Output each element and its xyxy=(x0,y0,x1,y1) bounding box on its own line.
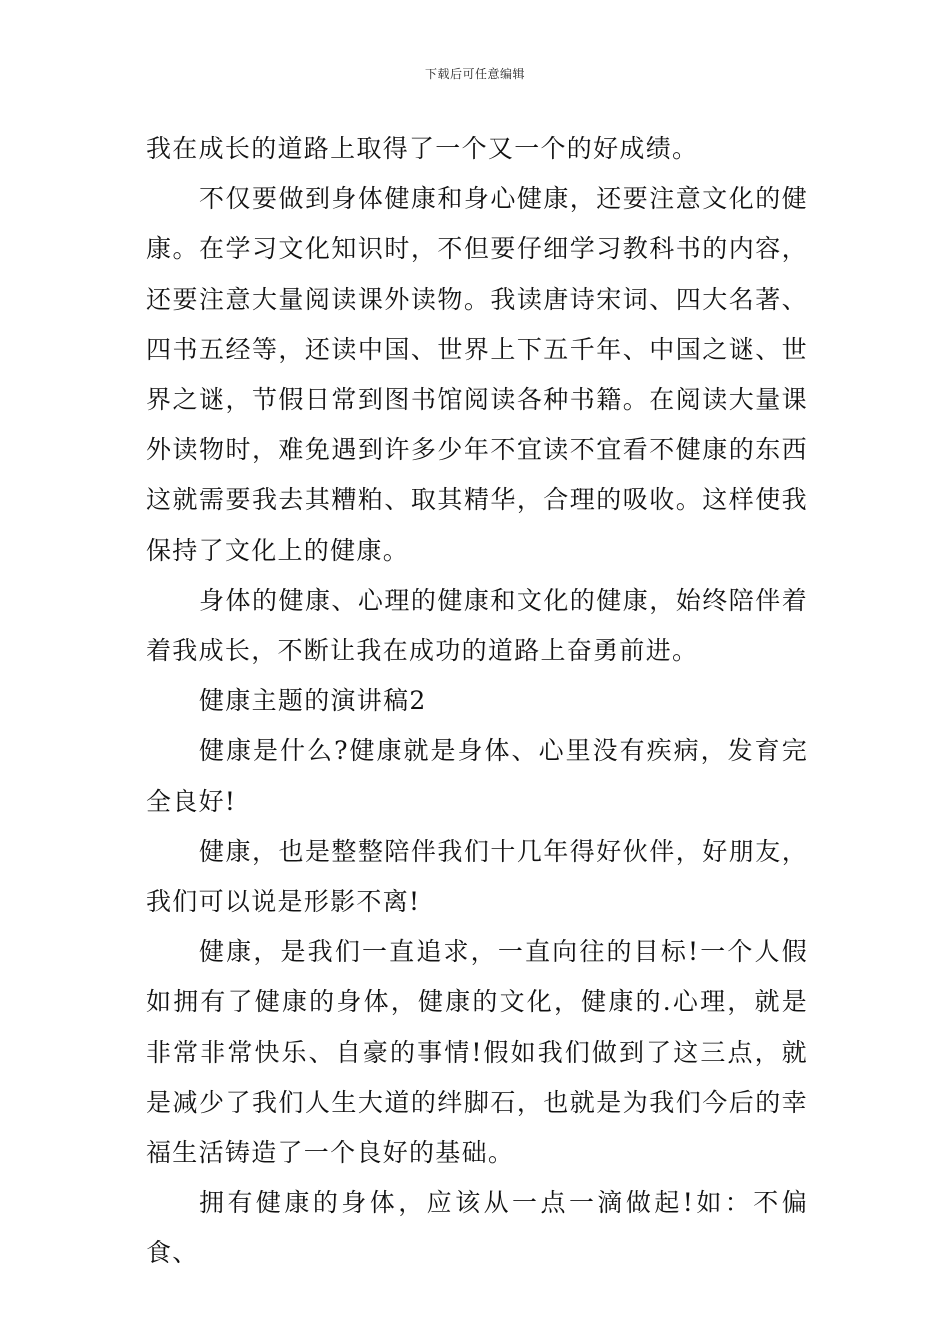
page-header-note: 下载后可任意编辑 xyxy=(424,67,525,81)
document-body xyxy=(146,124,808,1279)
section-title: 健康主题的演讲稿2 xyxy=(199,686,427,716)
paragraph: 健康，也是整整陪伴我们十几年得好伙伴，好朋友，我们可以说是形影不离! xyxy=(146,836,808,917)
paragraph: 我在成长的道路上取得了一个又一个的好成绩。 xyxy=(146,134,699,163)
paragraph: 健康，是我们一直追求，一直向往的目标!一个人假如拥有了健康的身体，健康的文化，健康的.心理，就是非常非常快乐、自豪的事情!假如我们做到了这三点，就是减少了我们人生大道的绊脚石，也就是为我们今后的幸福生活铸造了一个良好的基础。 xyxy=(146,937,808,1168)
paragraph: 不仅要做到身体健康和身心健康，还要注意文化的健康。在学习文化知识时，不但要仔细学习教科书的内容，还要注意大量阅读课外读物。我读唐诗宋词、四大名著、四书五经等，还读中国、世界上下五千年、中国之谜、世界之谜，节假日常到图书馆阅读各种书籍。在阅读大量课外读物时，难免遇到许多少年不宜读不宜看不健康的东西这就需要我去其糟粕、取其精华，合理的吸收。这样使我保持了文化上的健康。 xyxy=(146,184,808,565)
paragraph: 健康是什么?健康就是身体、心里没有疾病，发育完全良好! xyxy=(146,736,808,816)
paragraph: 拥有健康的身体，应该从一点一滴做起!如：不偏食、 xyxy=(146,1188,808,1268)
paragraph: 身体的健康、心理的健康和文化的健康，始终陪伴着着我成长，不断让我在成功的道路上奋勇前进。 xyxy=(146,585,808,666)
